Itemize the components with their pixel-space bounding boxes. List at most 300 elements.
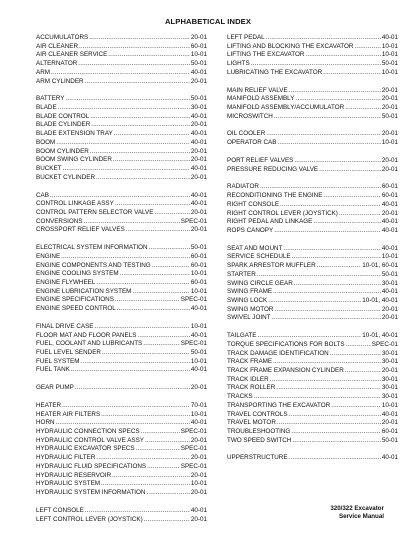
dot-leader [114, 130, 190, 139]
index-group [36, 192, 207, 236]
index-entry [36, 296, 207, 305]
index-entry-page: 50-01 [381, 60, 398, 68]
index-entry-name: MANIFOLD ASSEMBLY [227, 95, 295, 103]
dot-leader [283, 245, 380, 254]
dot-leader [354, 43, 380, 52]
index-entry [36, 445, 207, 454]
dot-leader [277, 419, 381, 428]
index-entry-page: 30-01 [381, 375, 398, 383]
index-group [227, 454, 398, 463]
index-entry-name: LEFT CONTROL LEVER (JOYSTICK) [36, 515, 143, 523]
dot-leader [51, 69, 190, 78]
index-entry-name: CONTROL PATTERN SELECTOR VALVE [36, 208, 154, 216]
dot-leader [274, 227, 381, 236]
index-entry-name: UPPERSTRUCTURE [227, 454, 288, 462]
index-entry [36, 419, 207, 428]
index-entry [36, 349, 207, 358]
index-entry-name: HEATER [36, 401, 62, 409]
index-entry-page: SPEC-01 [180, 428, 207, 436]
index-entry [227, 51, 398, 60]
index-entry-name: SEAT AND MOUNT [227, 244, 283, 252]
index-entry-name: MAIN RELIEF VALVE [227, 86, 288, 94]
dot-leader [50, 192, 190, 201]
index-entry-name: ACCUMULATORS [36, 34, 89, 41]
index-entry [36, 51, 207, 60]
dot-leader [143, 340, 179, 349]
index-entry-page: 20-01 [190, 226, 207, 234]
dot-leader [117, 305, 190, 314]
dot-leader [323, 192, 380, 201]
index-entry [36, 200, 207, 209]
index-entry [227, 393, 398, 402]
dot-leader [141, 428, 180, 437]
index-entry-name: BLADE CONTROL [36, 112, 90, 120]
index-group [227, 130, 398, 147]
index-entry [227, 210, 398, 219]
dot-leader [56, 419, 190, 428]
index-entry-name: HYDRAULIC FLUID SPECIFICATIONS [36, 462, 147, 470]
index-entry-page: 20-01 [381, 130, 398, 138]
index-entry [227, 130, 398, 139]
index-entry [227, 43, 398, 52]
index-entry-page: 10-01 [190, 51, 207, 59]
index-entry-name: BLADE [36, 104, 57, 112]
index-entry [36, 323, 207, 332]
dot-leader [289, 454, 381, 463]
index-entry [36, 402, 207, 411]
index-entry [36, 165, 207, 174]
index-entry [227, 192, 398, 201]
footer [330, 505, 384, 521]
index-entry-page: 10-01, 40-01 [362, 296, 398, 304]
dot-leader [331, 402, 381, 411]
index-entry-name: RIGHT CONSOLE [227, 200, 280, 208]
index-entry-page: 20-01 [190, 454, 207, 462]
index-entry-name: HYDRAULIC CONNECTION SPECS [36, 428, 140, 436]
index-entry-name: LIGHTS [227, 60, 250, 68]
index-entry [36, 332, 207, 341]
index-entry-name: ARM CYLINDER [36, 77, 84, 85]
index-entry [227, 253, 398, 262]
dot-leader [149, 244, 190, 253]
index-entry-page: SPEC-01 [371, 340, 398, 348]
index-entry [36, 174, 207, 183]
index-entry-page: 10-01 [190, 410, 207, 418]
index-entry-name: LIFTING THE EXCAVATOR [227, 51, 305, 59]
index-entry-page: 10-01 [190, 480, 207, 488]
index-entry-name: TRACK DAMAGE IDENTIFICATION [227, 349, 329, 357]
index-entry-name: ENGINE COMPONENTS AND TESTING [36, 261, 151, 269]
index-entry [227, 157, 398, 166]
index-entry-page: 40-01 [190, 506, 207, 514]
dot-leader [90, 113, 190, 122]
index-entry [36, 279, 207, 288]
index-entry-name: TRACK ROLLER [227, 384, 276, 392]
index-entry-page: 30-01 [381, 349, 398, 357]
index-entry-name: TRACKS [227, 393, 253, 401]
dot-leader [292, 253, 381, 262]
index-entry [227, 262, 398, 271]
index-group [227, 183, 398, 235]
index-entry-page: 30-01 [381, 384, 398, 392]
dot-leader [260, 183, 381, 192]
index-entry-name: SWING MOTOR [227, 305, 274, 313]
index-entry-name: BLADE CYLINDER [36, 121, 91, 129]
index-group [36, 34, 207, 86]
index-entry-name: RECONDITIONING THE ENGINE [227, 192, 323, 200]
dot-leader [274, 306, 380, 315]
index-entry [36, 226, 207, 235]
index-entry [36, 156, 207, 165]
index-entry-name: FUEL SYSTEM [36, 357, 80, 365]
index-entry-name: AIR CLEANER SERVICE [36, 51, 108, 59]
dot-leader [305, 51, 380, 60]
index-entry-page: 40-01 [190, 112, 207, 120]
dot-leader [101, 411, 190, 420]
index-entry-page: SPEC-01 [180, 217, 207, 225]
index-group [36, 95, 207, 182]
index-entry [227, 34, 398, 43]
index-entry-name: FUEL, COOLANT AND LUBRICANTS [36, 340, 143, 348]
index-entry [36, 34, 207, 43]
index-entry-name: SWING CIRCLE GEAR [227, 279, 293, 287]
index-entry-page: 20-01 [381, 104, 398, 112]
dot-leader [65, 95, 189, 104]
index-entry-name: ENGINE SPECIFICATIONS [36, 296, 114, 304]
dot-leader [113, 156, 190, 165]
index-entry-page: 20-01 [381, 165, 398, 173]
index-entry [227, 95, 398, 104]
index-entry [36, 340, 207, 349]
index-group [227, 87, 398, 122]
dot-leader [317, 262, 362, 271]
index-entry-name: ENGINE LUBRICATION SYSTEM [36, 287, 132, 295]
dot-leader [62, 402, 190, 411]
index-entry [36, 253, 207, 262]
index-entry-name: RIGHT PEDAL AND LINKAGE [227, 218, 313, 226]
index-entry [36, 454, 207, 463]
index-entry [36, 130, 207, 139]
index-entry-page: 30-01 [381, 358, 398, 366]
dot-leader [102, 349, 190, 358]
dot-leader [147, 463, 180, 472]
dot-leader [254, 393, 381, 402]
index-entry-page: 40-01 [381, 288, 398, 296]
dot-leader [270, 376, 381, 385]
index-group [227, 332, 398, 445]
index-entry [36, 78, 207, 87]
index-entry [36, 463, 207, 472]
index-entry-page: 40-01 [381, 410, 398, 418]
dot-leader [91, 121, 190, 130]
index-group [36, 507, 207, 524]
index-entry-page: 20-01 [381, 95, 398, 103]
index-entry [227, 454, 398, 463]
index-entry-name: STARTER [227, 270, 256, 278]
index-entry [227, 87, 398, 96]
index-entry [227, 288, 398, 297]
index-entry [36, 480, 207, 489]
index-entry [227, 376, 398, 385]
dot-leader [257, 271, 381, 280]
index-group [36, 402, 207, 498]
index-entry-name: ARM [36, 68, 50, 76]
index-entry-name: PRESSURE REDUCING VALVE [227, 165, 319, 173]
dot-leader [154, 209, 189, 218]
index-entry [227, 227, 398, 236]
index-entry-page: SPEC-01 [180, 445, 207, 453]
index-entry-page: SPEC-01 [180, 462, 207, 470]
index-entry [36, 270, 207, 279]
dot-leader [152, 262, 190, 271]
index-entry [36, 358, 207, 367]
index-entry-page: 20-01 [190, 34, 207, 41]
index-entry-page: 40-01 [190, 138, 207, 146]
index-entry [36, 69, 207, 78]
index-group [227, 245, 398, 323]
index-entry-name: SWIVEL JOINT [227, 314, 271, 322]
index-entry-name: BLADE EXTENSION TRAY [36, 130, 113, 138]
index-entry-name: BOOM [36, 138, 56, 146]
index-entry-page: 60-01 [381, 183, 398, 191]
index-entry [36, 366, 207, 375]
index-entry [227, 358, 398, 367]
index-entry-name: HYDRAULIC SYSTEM [36, 480, 101, 488]
index-entry [36, 507, 207, 516]
index-entry-page: 10-01, 60-01 [362, 262, 398, 270]
index-entry-name: OIL COOLER [227, 130, 266, 138]
index-entry-page: SPEC-01 [180, 340, 207, 348]
dot-leader [146, 489, 190, 498]
index-entry [36, 516, 207, 525]
index-entry [227, 218, 398, 227]
dot-leader [85, 507, 190, 516]
index-entry-name: LEFT PEDAL [227, 34, 265, 41]
index-entry-name: HYDRAULIC FILTER [36, 454, 96, 462]
index-entry [227, 411, 398, 420]
index-entry-page: 40-01 [190, 305, 207, 313]
index-group [227, 157, 398, 174]
index-group [36, 384, 207, 393]
index-entry-page: 10-01 [381, 42, 398, 50]
index-entry-page: 50-01 [381, 270, 398, 278]
index-group [227, 34, 398, 78]
index-entry-page: 50-01 [381, 436, 398, 444]
index-entry [227, 367, 398, 376]
dot-leader [96, 174, 190, 183]
index-group [36, 244, 207, 314]
index-entry-page: 20-01 [381, 367, 398, 374]
index-entry [36, 472, 207, 481]
index-entry-page: 60-01 [190, 278, 207, 286]
index-entry-name: MANIFOLD ASSEMBLY/ACCUMULATOR [227, 104, 345, 112]
dot-leader [115, 296, 180, 305]
index-entry-name: TRAVEL CONTROLS [227, 410, 288, 418]
index-entry-name: TRACK FRAME EXPANSION CYLINDER [227, 367, 344, 374]
index-entry-name: SWING FRAME [227, 288, 273, 296]
dot-leader [330, 350, 381, 359]
index-entry-name: PORT RELIEF VALVES [227, 156, 294, 164]
index-entry-name: RIGHT CONTROL LEVER (JOYSTICK) [227, 209, 338, 217]
index-entry-page: 50-01 [190, 95, 207, 103]
index-entry-name: TORQUE SPECIFICATIONS FOR BOLTS [227, 340, 345, 348]
index-entry [36, 192, 207, 201]
index-entry [36, 121, 207, 130]
index-entry-name: CONTROL LINKAGE ASSY [36, 200, 114, 208]
dot-leader [295, 95, 380, 104]
dot-leader [85, 78, 190, 87]
page-title: ALPHABETICAL INDEX [164, 17, 252, 26]
index-entry-name: MICROSWITCH [227, 112, 273, 120]
index-entry-page: 10-01 [381, 139, 398, 147]
index-entry-page: 10-01 [381, 401, 398, 409]
index-entry [227, 245, 398, 254]
index-entry-page: 40-01 [381, 218, 398, 226]
index-entry-page: 40-01 [190, 366, 207, 374]
index-entry [227, 183, 398, 192]
index-entry-page: 60-01 [381, 428, 398, 436]
index-entry-name: HORN [36, 419, 55, 427]
index-entry-name: HYDRAULIC RESERVOIR [36, 471, 112, 479]
index-entry-page: 20-01 [381, 314, 398, 322]
index-entry-name: TRAVEL MOTOR [227, 419, 276, 427]
index-entry-page: 70-01 [190, 401, 207, 409]
index-entry-name: LEFT CONSOLE [36, 506, 84, 514]
index-entry-name: FUEL LEVEL SENDER [36, 349, 101, 356]
index-entry [227, 341, 398, 350]
index-entry [227, 69, 398, 78]
dot-leader [112, 472, 190, 481]
index-entry-name: BUCKET CYLINDER [36, 173, 96, 181]
index-entry [36, 305, 207, 314]
index-entry-name: FINAL DRIVE CASE [36, 322, 94, 330]
index-entry [36, 43, 207, 52]
index-entry-page: 30-01 [381, 279, 398, 287]
index-entry-name: HEATER AIR FILTERS [36, 410, 101, 418]
index-entry [227, 139, 398, 148]
index-entry [227, 104, 398, 113]
index-entry [36, 411, 207, 420]
index-entry [36, 60, 207, 69]
dot-leader [63, 165, 190, 174]
index-entry-page: 30-01 [190, 104, 207, 112]
dot-leader [58, 104, 190, 113]
dot-leader [273, 288, 381, 297]
dot-leader [258, 332, 362, 341]
index-entry-name: HYDRAULIC EXCAVATOR SPECS [36, 445, 135, 453]
index-entry-name: LIFTING AND BLOCKING THE EXCAVATOR [227, 42, 354, 50]
dot-leader [144, 516, 190, 525]
dot-leader [280, 201, 381, 210]
index-entry-name: OPERATOR CAB [227, 139, 277, 147]
index-entry-name: HYDRAULIC SYSTEM INFORMATION [36, 489, 146, 497]
index-entry [36, 209, 207, 218]
index-entry [227, 437, 398, 446]
index-entry-page: SPEC-01 [180, 296, 207, 304]
dot-leader [276, 384, 381, 393]
index-entry-page: 20-01 [190, 384, 207, 392]
dot-leader [96, 454, 190, 463]
dot-leader [132, 288, 189, 297]
index-entry-page: 40-01 [190, 419, 207, 427]
index-entry-page: 20-01 [381, 419, 398, 427]
index-entry [227, 419, 398, 428]
dot-leader [108, 51, 190, 60]
dot-leader [81, 358, 190, 367]
index-entry [227, 350, 398, 359]
index-entry-name: ENGINE SPEED CONTROL [36, 305, 116, 313]
index-entry-name: ROPS CANOPY [227, 226, 274, 234]
dot-leader [294, 280, 381, 289]
dot-leader [294, 157, 381, 166]
dot-leader [268, 297, 361, 306]
index-entry [227, 306, 398, 315]
index-entry-page: 20-01 [190, 489, 207, 497]
dot-leader [291, 428, 381, 437]
index-entry [227, 314, 398, 323]
index-entry-name: FLOOR MAT AND FLOOR PANELS [36, 331, 137, 339]
index-entry [36, 244, 207, 253]
footer-manual: Service Manual [338, 513, 384, 520]
index-entry [36, 113, 207, 122]
dot-leader [266, 130, 381, 139]
index-entry-page: 10-01, 40-01 [362, 332, 398, 340]
index-entry [227, 113, 398, 122]
index-entry-name: SPARK ARRESTOR MUFFLER [227, 262, 316, 270]
index-entry-page: 40-01 [190, 68, 207, 76]
index-entry [36, 288, 207, 297]
index-entry-name: GEAR PUMP [36, 384, 74, 392]
index-entry-name: RADIATOR [227, 183, 259, 191]
dot-leader [289, 87, 381, 96]
index-entry-page: 20-01 [190, 436, 207, 444]
dot-leader [272, 314, 381, 323]
dot-leader [75, 384, 190, 393]
index-entry-page: 60-01 [190, 42, 207, 50]
index-entry-page: 20-01 [190, 173, 207, 181]
dot-leader [61, 253, 190, 262]
dot-leader [95, 323, 190, 332]
dot-leader [345, 367, 381, 376]
index-entry-page: 40-01 [190, 200, 207, 208]
dot-leader [84, 218, 180, 227]
index-entry-page: 20-01 [381, 86, 398, 94]
index-entry-page: 20-01 [190, 156, 207, 164]
index-entry-name: HYDRAULIC CONTROL VALVE ASSY [36, 436, 145, 444]
index-entry-page: 50-01 [190, 349, 207, 356]
index-entry-page: 50-01 [190, 244, 207, 252]
index-entry-name: TRACK IDLER [227, 375, 269, 383]
dot-leader [56, 139, 190, 148]
index-entry [36, 148, 207, 157]
dot-leader [339, 210, 381, 219]
index-entry-page: 20-01 [190, 77, 207, 85]
index-entry-name: CROSSPORT RELIEF VALVES [36, 226, 125, 234]
index-entry-page: 20-01 [190, 147, 207, 155]
dot-leader [313, 218, 381, 227]
index-entry-page: 20-01 [381, 305, 398, 313]
index-entry-page: 10-01 [190, 357, 207, 365]
index-entry [227, 280, 398, 289]
index-entry-name: AIR CLEANER [36, 42, 78, 50]
index-entry [227, 60, 398, 69]
index-entry-page: 40-01 [190, 130, 207, 138]
dot-leader [71, 366, 190, 375]
index-entry [36, 262, 207, 271]
index-entry [227, 332, 398, 341]
index-entry-page: 20-01 [190, 121, 207, 129]
dot-leader [319, 166, 381, 175]
